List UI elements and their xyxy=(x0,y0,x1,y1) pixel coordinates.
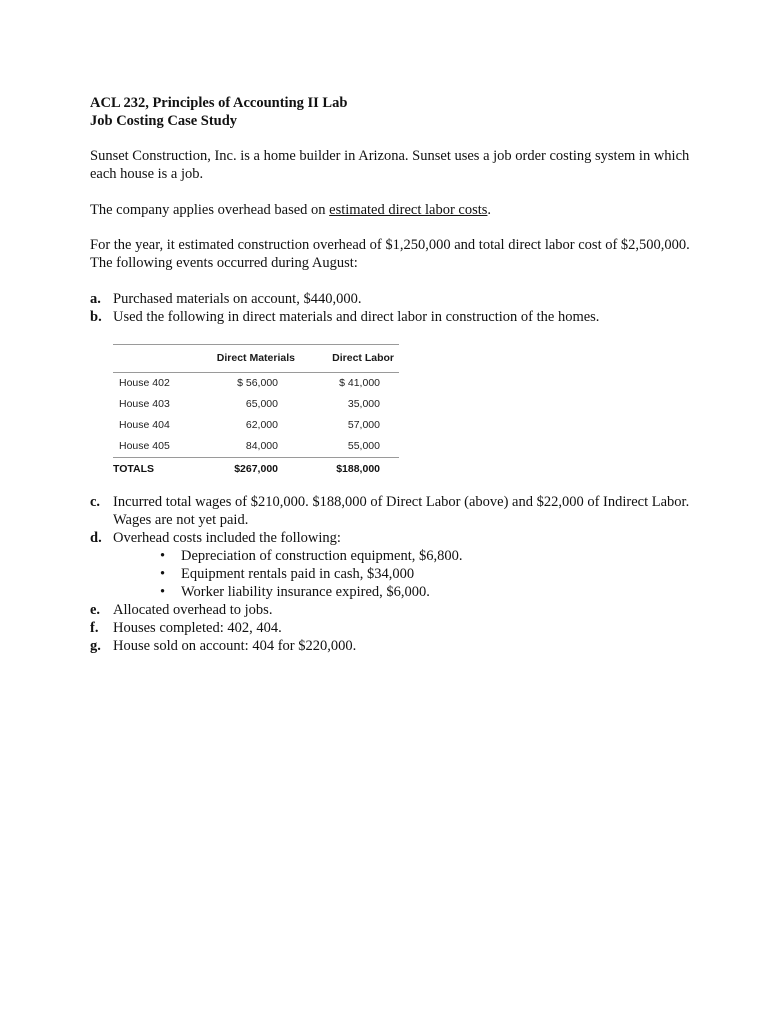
direct-materials-cell: 62,000 xyxy=(245,419,278,431)
direct-materials-cell: $ 56,000 xyxy=(237,377,278,389)
event-item-e xyxy=(90,601,690,619)
bullet-dot: • xyxy=(160,548,166,564)
event-letter: f. xyxy=(90,620,99,636)
house-label: House 402 xyxy=(119,377,170,389)
bullet-dot: • xyxy=(160,584,166,600)
bullet-text: Depreciation of construction equipment, $6,800. xyxy=(181,548,463,564)
event-text: Incurred total wages of $210,000. $188,000 of Direct Labor (above) and $22,000 of Indirect Labor. Wages are not yet paid. xyxy=(113,494,690,528)
list-item xyxy=(160,565,690,583)
event-text: Houses completed: 402, 404. xyxy=(113,620,282,636)
overhead-basis-prefix: The company applies overhead based on xyxy=(90,202,330,218)
intro-paragraph-3: For the year, it estimated construction overhead of $1,250,000 and total direct labor cost of $2,500,000. The following events occurred during August: xyxy=(90,237,690,271)
event-item-c xyxy=(90,493,690,529)
event-letter: a. xyxy=(90,291,101,307)
events-list-top xyxy=(90,290,690,326)
event-letter: b. xyxy=(90,309,102,325)
event-text: Allocated overhead to jobs. xyxy=(113,602,273,618)
bullet-dot: • xyxy=(160,566,166,582)
bullet-text: Worker liability insurance expired, $6,000. xyxy=(181,584,430,600)
header-direct-labor: Direct Labor xyxy=(332,352,394,364)
event-text: Purchased materials on account, $440,000. xyxy=(113,291,362,307)
event-item-g xyxy=(90,637,690,655)
direct-materials-cell: 65,000 xyxy=(245,398,278,410)
event-item-d xyxy=(90,529,690,547)
intro-paragraph-2 xyxy=(90,201,690,219)
total-direct-materials: $267,000 xyxy=(234,463,278,475)
direct-labor-cell: 35,000 xyxy=(347,398,380,410)
direct-labor-cell: 57,000 xyxy=(347,419,380,431)
direct-materials-cell: 84,000 xyxy=(245,440,278,452)
event-letter: g. xyxy=(90,638,101,654)
table-row xyxy=(113,436,399,457)
list-item xyxy=(160,583,690,601)
document-header xyxy=(90,94,690,130)
event-text: House sold on account: 404 for $220,000. xyxy=(113,638,357,654)
overhead-basis-suffix: . xyxy=(487,202,492,218)
events-list-bottom xyxy=(90,493,690,655)
cost-table xyxy=(113,344,399,479)
table-row xyxy=(113,415,399,436)
direct-labor-cell: $ 41,000 xyxy=(339,377,380,389)
table-row xyxy=(113,394,399,415)
header-direct-materials: Direct Materials xyxy=(216,352,295,364)
overhead-basis-underlined: estimated direct labor costs xyxy=(329,202,488,218)
table-totals-row xyxy=(113,458,399,479)
house-label: House 403 xyxy=(119,398,170,410)
event-item-b xyxy=(90,308,690,326)
event-text: Used the following in direct materials and direct labor in construction of the homes. xyxy=(113,309,600,325)
event-item-f xyxy=(90,619,690,637)
case-study-title: Job Costing Case Study xyxy=(90,113,238,129)
intro-paragraph-1: Sunset Construction, Inc. is a home builder in Arizona. Sunset uses a job order costing system in which each house is a job. xyxy=(90,148,690,182)
direct-labor-cell: 55,000 xyxy=(347,440,380,452)
list-item xyxy=(160,547,690,565)
total-direct-labor: $188,000 xyxy=(336,463,380,475)
event-text: Overhead costs included the following: xyxy=(113,530,341,546)
event-item-a xyxy=(90,290,690,308)
course-title: ACL 232, Principles of Accounting II Lab xyxy=(90,95,348,111)
table-row xyxy=(113,373,399,394)
house-label: House 404 xyxy=(119,419,170,431)
event-letter: e. xyxy=(90,602,101,618)
house-label: House 405 xyxy=(119,440,170,452)
overhead-bullet-list xyxy=(160,547,690,601)
bullet-text: Equipment rentals paid in cash, $34,000 xyxy=(181,566,415,582)
event-letter: d. xyxy=(90,530,102,546)
event-letter: c. xyxy=(90,494,101,510)
table-header-row xyxy=(113,345,399,372)
totals-label: TOTALS xyxy=(113,463,155,475)
